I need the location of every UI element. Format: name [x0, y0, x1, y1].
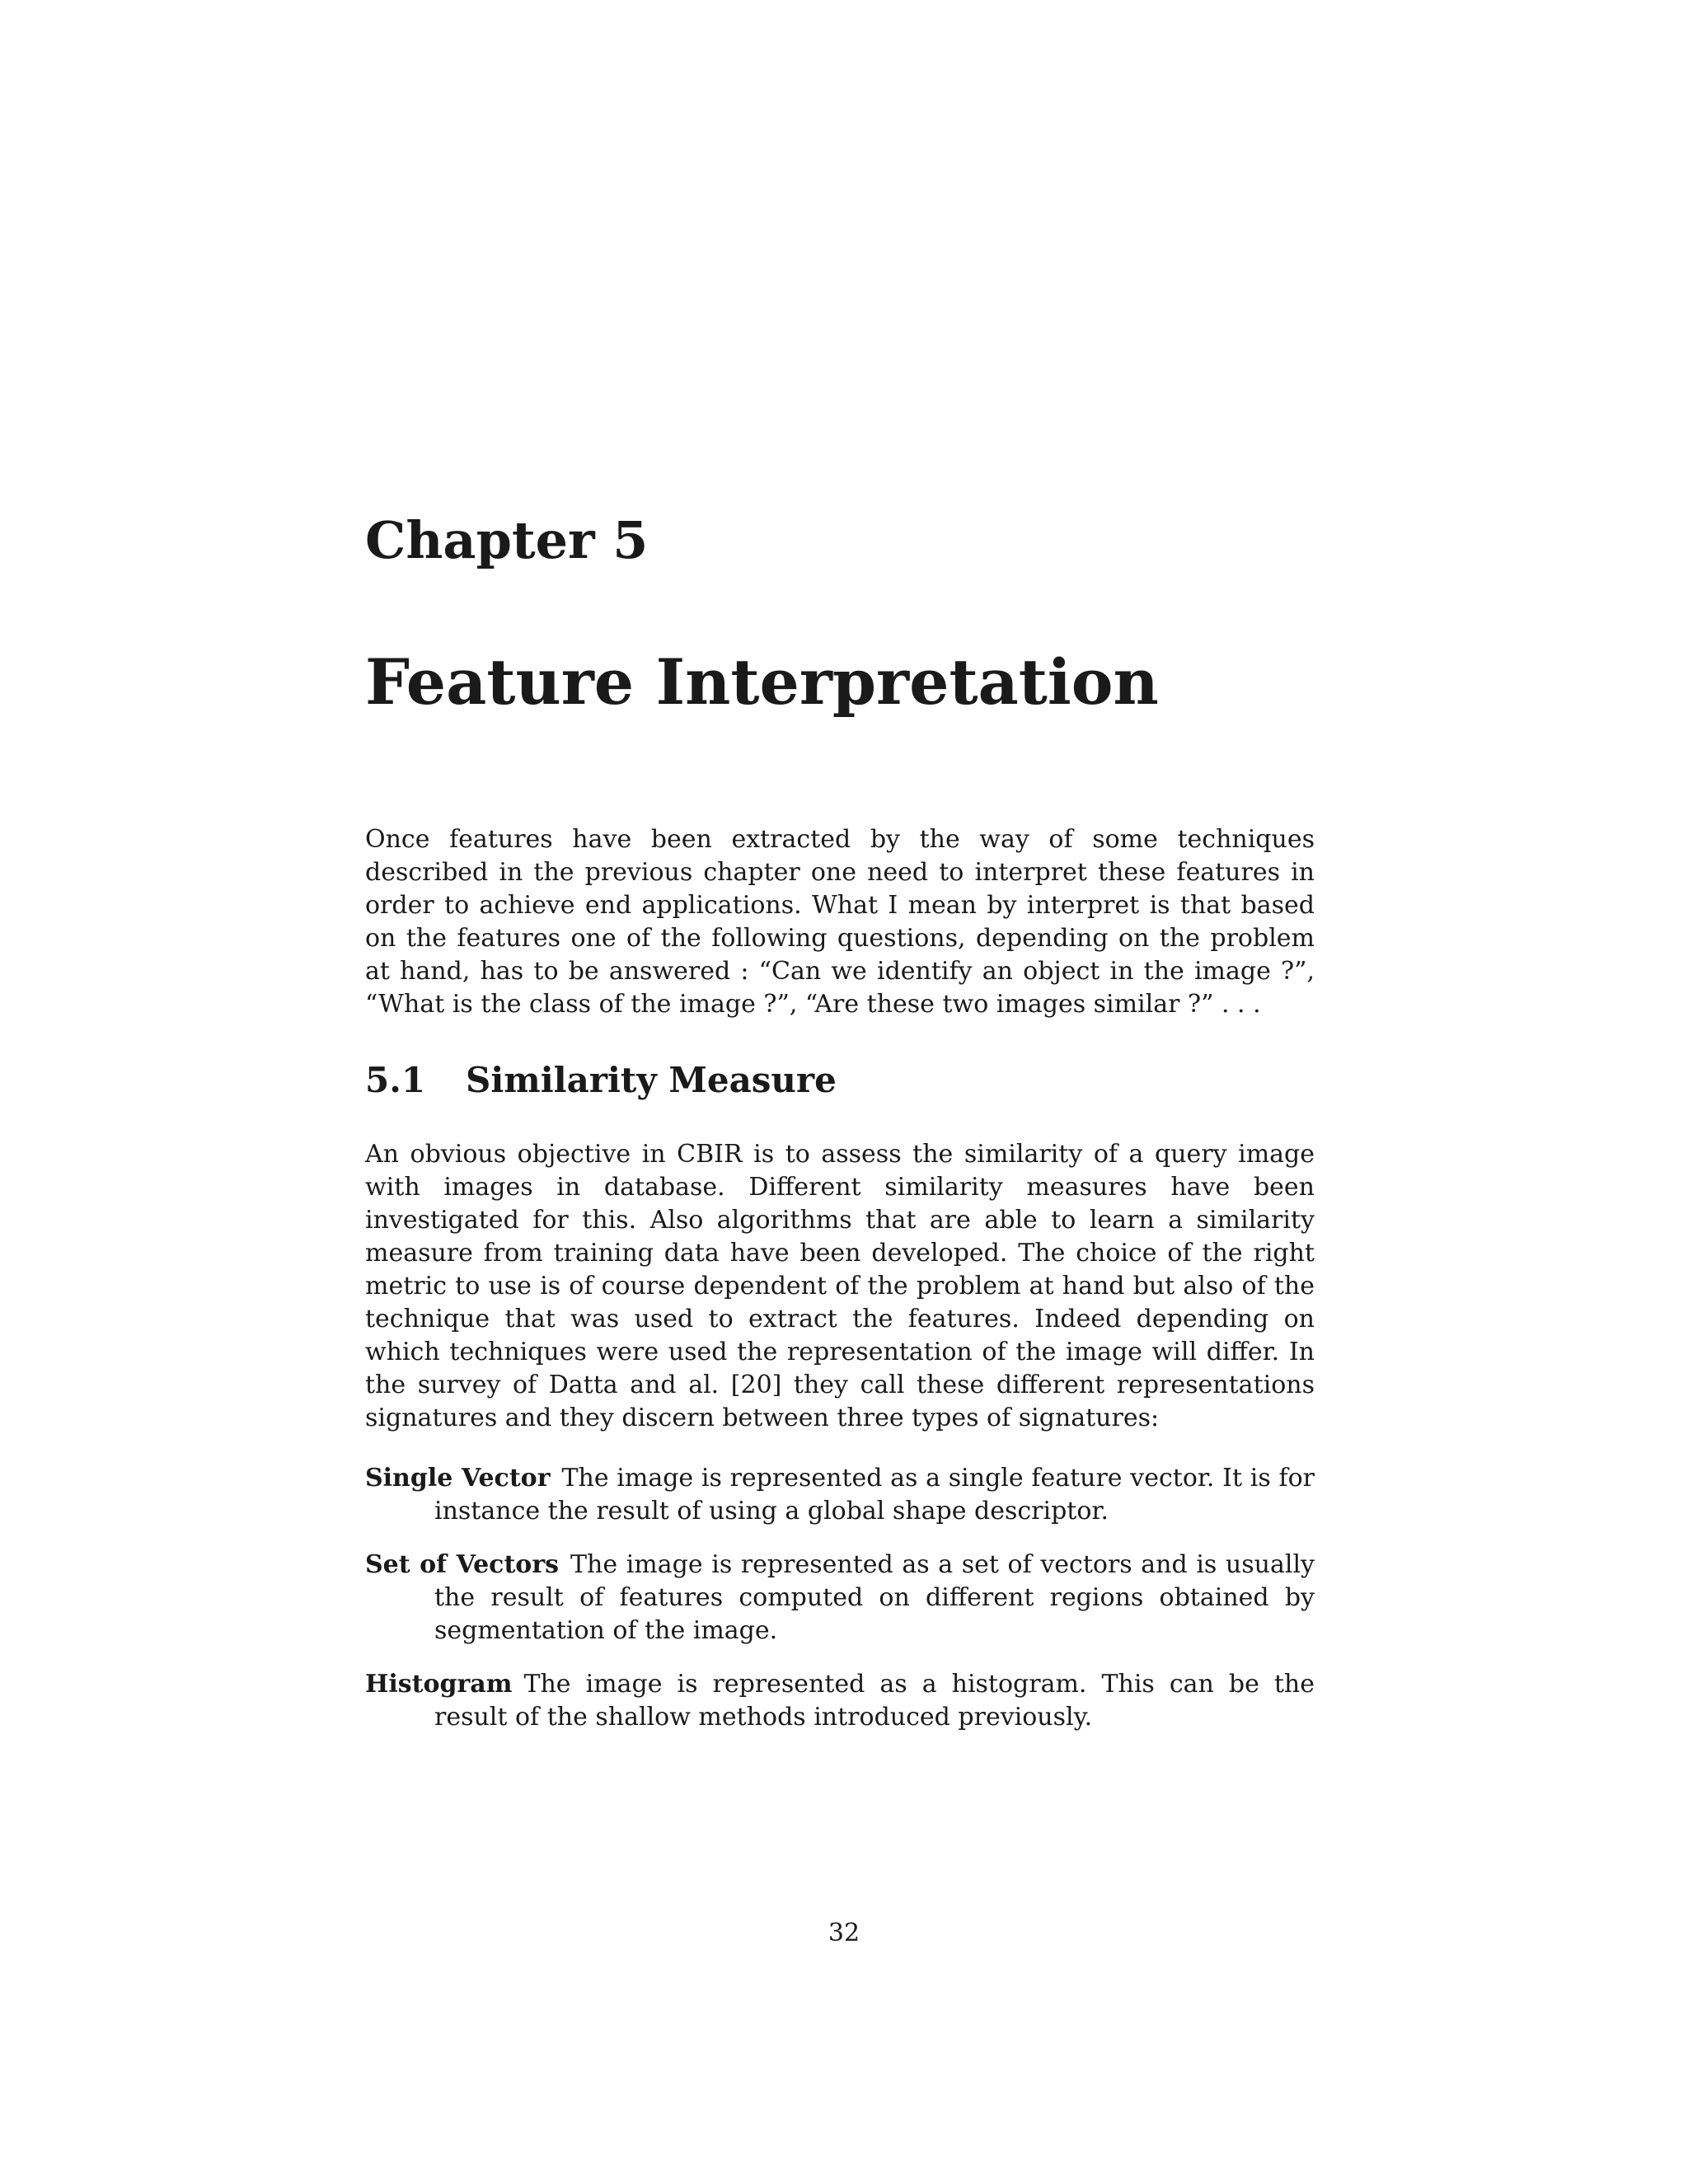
signature-types-list: [365, 1462, 1315, 1755]
chapter-label: Chapter 5: [365, 510, 649, 570]
definition-item-single-vector: [365, 1462, 1315, 1528]
definition-term: Set of Vectors: [365, 1550, 560, 1579]
chapter-title: Feature Interpretation: [365, 645, 1159, 719]
intro-paragraph: Once features have been extracted by the way of some techniques described in the previous chapter one need to interpret these features in order to achieve end applications. What I mean by interpret is that based on the features one of the following questions, depending on the problem at hand, has to be answered : “Can we identify an object in the image ?”, “What is the class of the image ?”, “Are these two images similar ?” . . .: [365, 825, 1315, 1019]
section-number: 5.1: [365, 1060, 426, 1100]
definition-term: Single Vector: [365, 1464, 551, 1493]
section-paragraph: An obvious objective in CBIR is to assess the similarity of a query image with images in database. Different similarity measures have been investigated for this. Also algorithms that are able to learn a similarity measure from training data have been developed. The choice of the right metric to use is of course dependent of the problem at hand but also of the technique that was used to extract the features. Indeed depending on which techniques were used the representation of the image will differ. In the survey of Datta and al. [20] they call these different representations signatures and they discern between three types of signatures:: [365, 1140, 1315, 1432]
section-heading: [365, 1060, 837, 1100]
definition-description: The image is represented as a histogram. This can be the result of the shallow methods introduced previously.: [434, 1670, 1315, 1732]
page-number: 32: [828, 1919, 860, 1947]
definition-item-set-of-vectors: [365, 1549, 1315, 1647]
section-title: Similarity Measure: [466, 1060, 837, 1100]
definition-description: The image is represented as a single feature vector. It is for instance the result of using a global shape descriptor.: [434, 1464, 1315, 1526]
definition-item-histogram: [365, 1668, 1315, 1734]
definition-term: Histogram: [365, 1670, 513, 1699]
definition-description: The image is represented as a set of vectors and is usually the result of features computed on different regions obtained by segmentation of the image.: [434, 1550, 1315, 1645]
